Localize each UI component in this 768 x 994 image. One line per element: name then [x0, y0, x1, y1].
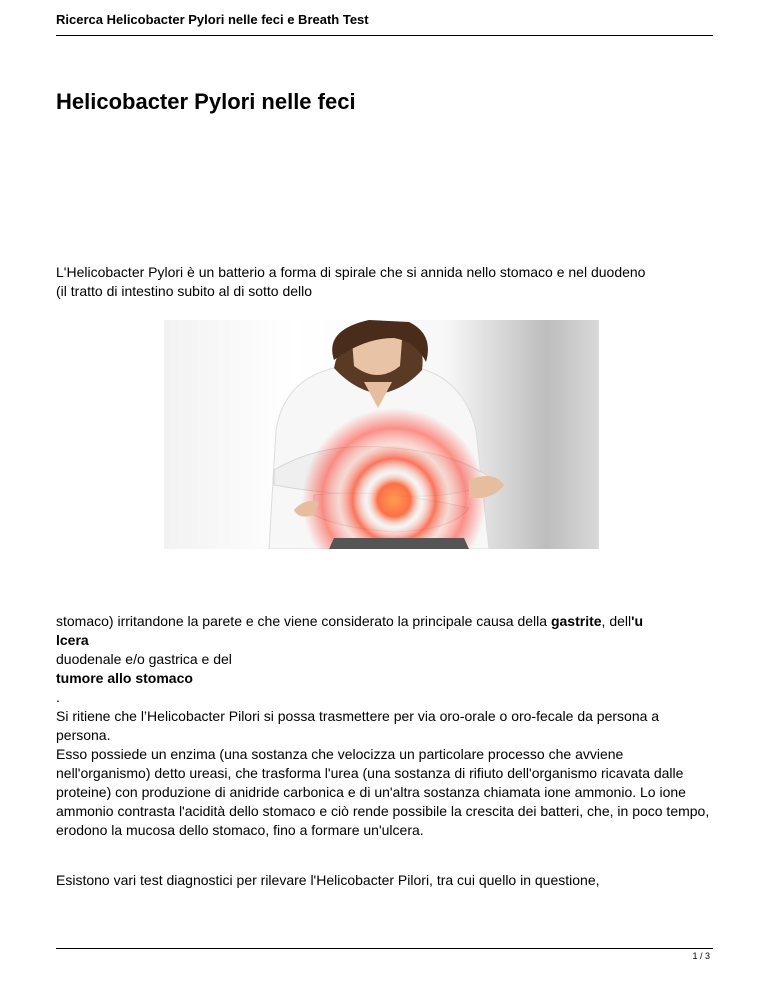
footer-divider: [56, 948, 713, 949]
intro-line-2: (il tratto di intestino subito al di sotto dello: [56, 283, 313, 299]
stomach-pain-photo: [164, 320, 599, 549]
page-number: 1 / 3: [692, 951, 710, 961]
cause-text-2: , dell: [601, 613, 632, 629]
enzyme-paragraph: Esso possiede un enzima (una sostanza che velocizza un particolare processo che avviene nell'organismo) detto ureasi, che trasforma l'urea (una sostanza di rifiuto dell'organismo ricavata dalle proteine) con produzione di anidride carbonica e di un'altra sostanza chiamata ione ammonio. Lo ione ammonio contrasta l'acidità dello stomaco e ciò rende possibile la crescita dei batteri, che, in poco tempo, erodono la mucosa dello stomaco, fino a formare un'ulcera.: [56, 746, 710, 838]
page-title: Helicobacter Pylori nelle feci: [56, 89, 356, 114]
running-header: Ricerca Helicobacter Pylori nelle feci e Breath Test: [56, 12, 369, 27]
woman-stomach-pain-illustration: [164, 320, 599, 549]
transmission-paragraph: Si ritiene che l’Helicobacter Pilori si possa trasmettere per via oro-orale o oro-fecale da persona a persona.: [56, 708, 660, 743]
intro-paragraph: [56, 263, 716, 301]
ulcera-term-start: 'u: [631, 613, 644, 629]
tumor-term: tumore allo stomaco: [56, 670, 193, 686]
cause-text: stomaco) irritandone la parete e che viene considerato la principale causa della: [56, 613, 551, 629]
cause-paragraph: [56, 612, 716, 707]
header-divider: [56, 35, 713, 36]
period: .: [56, 689, 60, 705]
ulcera-term-end: lcera: [56, 632, 89, 648]
gastrite-term: gastrite: [550, 613, 602, 629]
intro-line-1: L'Helicobacter Pylori è un batterio a forma di spirale che si annida nello stomaco e nel duodeno: [56, 264, 646, 280]
duodenal-text: duodenale e/o gastrica e del: [56, 651, 232, 667]
main-paragraphs: [56, 612, 716, 840]
tests-paragraph: Esistono vari test diagnostici per rilevare l'Helicobacter Pilori, tra cui quello in questione,: [56, 872, 600, 888]
